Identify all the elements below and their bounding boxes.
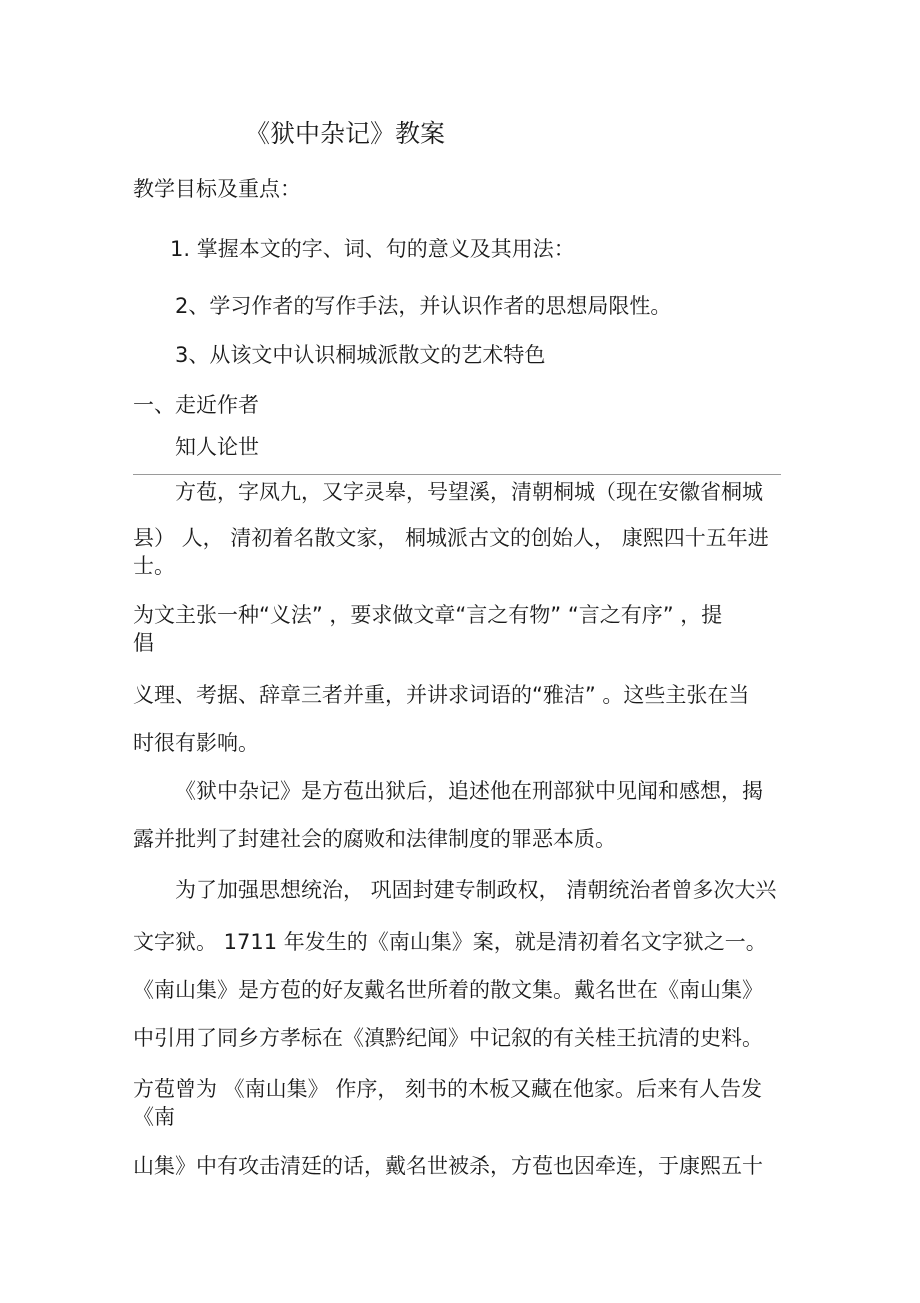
objective-item: 2、学习作者的写作手法，并认识作者的思想局限性。: [175, 294, 672, 318]
body-line: 《南山集》是方苞的好友戴名世所着的散文集。戴名世在《南山集》: [133, 978, 763, 1002]
body-line: 县） 人， 清初着名散文家， 桐城派古文的创始人， 康熙四十五年进: [133, 526, 769, 550]
body-line: 义理、考据、辞章三者并重，并讲求词语的“雅洁” 。这些主张在当: [133, 683, 750, 707]
body-line: 倡: [133, 631, 154, 655]
objective-item: 1. 掌握本文的字、词、句的意义及其用法：: [170, 237, 575, 261]
document-title: 《狱中杂记》教案: [245, 119, 446, 148]
horizontal-divider: [133, 474, 781, 475]
body-line: 中引用了同乡方孝标在《滇黔纪闻》中记叙的有关桂王抗清的史料。: [133, 1026, 763, 1050]
body-line: 《狱中杂记》是方苞出狱后，追述他在刑部狱中见闻和感想，揭: [175, 779, 763, 803]
body-line: 露并批判了封建社会的腐败和法律制度的罪恶本质。: [133, 827, 616, 851]
section-heading: 一、走近作者: [133, 393, 259, 417]
body-line: 山集》中有攻击清廷的话，戴名世被杀，方苞也因牵连，于康熙五十: [133, 1154, 763, 1178]
body-line: 《南: [133, 1105, 175, 1129]
body-line: 为了加强思想统治， 巩固封建专制政权， 清朝统治者曾多次大兴: [175, 878, 777, 902]
objective-item: 3、从该文中认识桐城派散文的艺术特色: [175, 343, 546, 367]
body-line: 时很有影响。: [133, 731, 259, 755]
body-line: 为文主张一种“义法” ，要求做文章“言之有物” “言之有序” ，提: [133, 603, 723, 627]
objectives-heading: 教学目标及重点：: [133, 177, 301, 201]
body-line: 士。: [133, 554, 175, 578]
body-line: 方苞曾为 《南山集》 作序， 刻书的木板又藏在他家。后来有人告发: [133, 1077, 763, 1101]
subheading: 知人论世: [175, 435, 259, 459]
body-line: 文字狱。 1711 年发生的《南山集》案，就是清初着名文字狱之一。: [133, 930, 767, 954]
body-line: 方苞，字凤九，又字灵皋，号望溪，清朝桐城（现在安徽省桐城: [175, 480, 763, 504]
